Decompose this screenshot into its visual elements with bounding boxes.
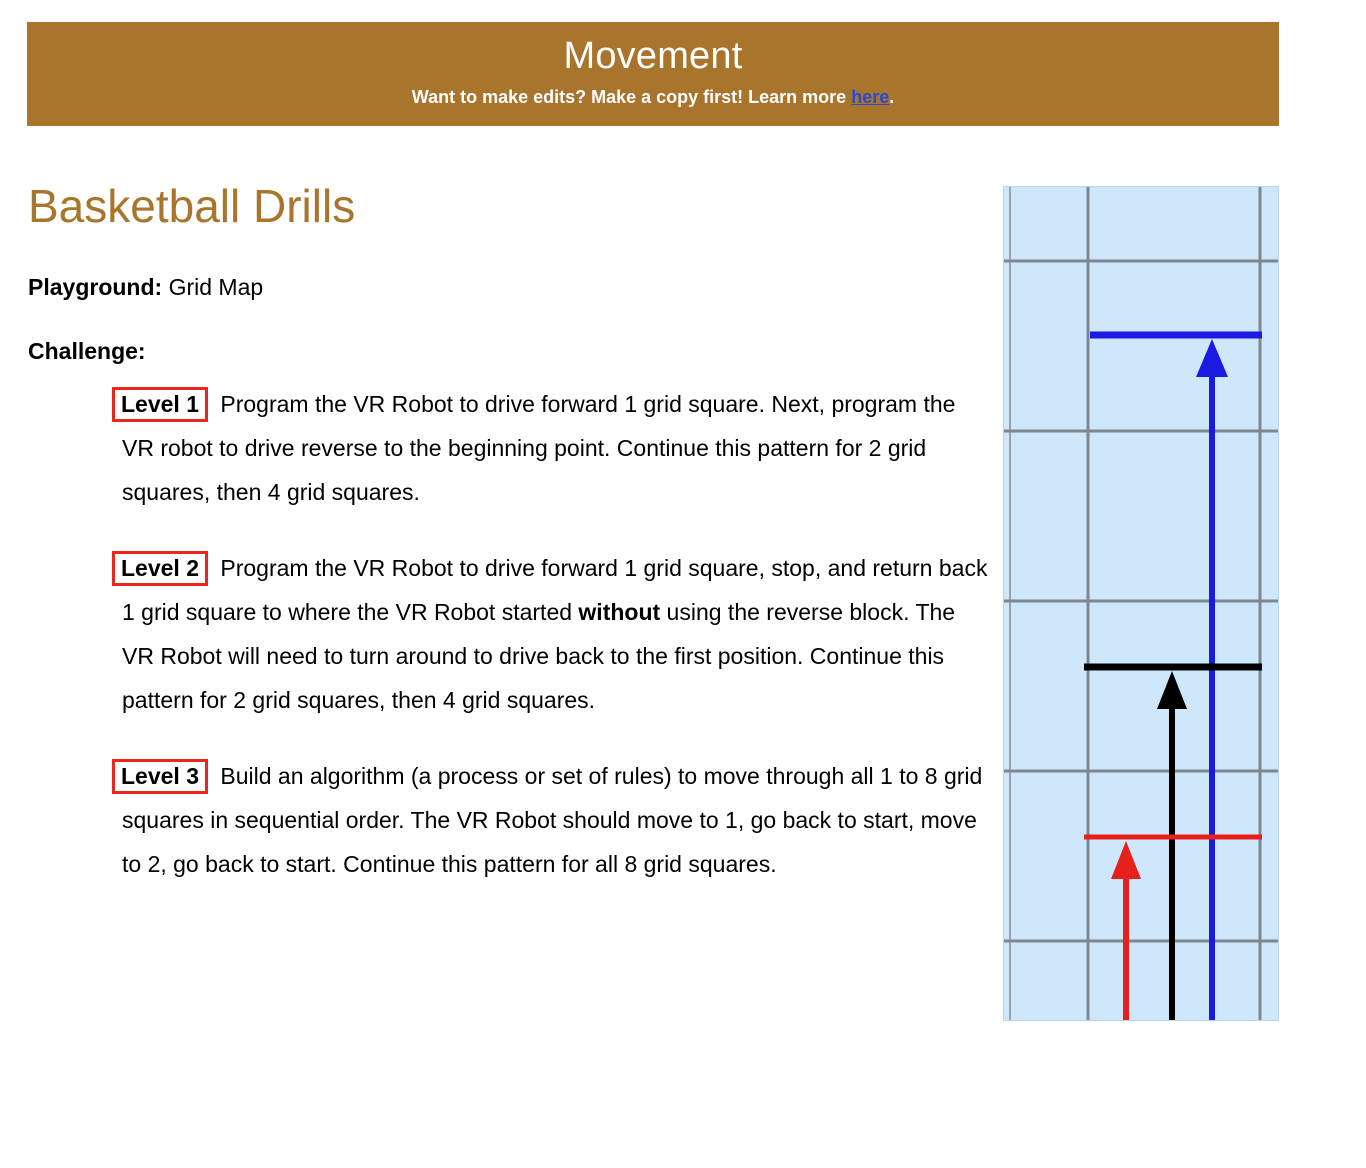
- level-1-tag: Level 1: [112, 387, 208, 422]
- level-3-text: Build an algorithm (a process or set of rules) to move through all 1 to 8 grid squares in sequential order. The VR Robot should move to 1, go back to start, move to 2, go back to start. Continue this pattern for all 8 grid squares.: [122, 763, 983, 877]
- level-3-tag: Level 3: [112, 759, 208, 794]
- levels-list: [28, 382, 988, 886]
- document-body: [28, 178, 988, 886]
- banner-subtitle: [27, 84, 1279, 110]
- level-2-block: [122, 546, 988, 722]
- banner-subtitle-text: Want to make edits? Make a copy first! Learn more: [411, 87, 852, 107]
- banner-subtitle-period: .: [889, 87, 895, 107]
- grid-map-diagram: [1003, 186, 1279, 1021]
- grid-map-svg: [1004, 187, 1279, 1021]
- level-2-text-part2: using the reverse block. The VR Robot will need to turn around to drive back to the first position. Continue this pattern for 2 grid squares, then 4 grid squares.: [122, 599, 956, 713]
- playground-label: Playground:: [28, 274, 163, 300]
- level-2-tag: Level 2: [112, 551, 208, 586]
- challenge-label: Challenge:: [28, 338, 146, 364]
- level-1-block: [122, 382, 988, 514]
- playground-value: Grid Map: [168, 274, 264, 300]
- learn-more-link[interactable]: here: [851, 87, 890, 107]
- playground-line: [28, 272, 988, 302]
- level-2-text-part1: Program the VR Robot to drive forward 1 grid square, stop, and return back 1 grid square to where the VR Robot started: [122, 555, 988, 625]
- level-3-block: [122, 754, 988, 886]
- banner-title: Movement: [563, 35, 743, 77]
- level-1-text: Program the VR Robot to drive forward 1 grid square. Next, program the VR robot to drive reverse to the beginning point. Continue this pattern for 2 grid squares, then 4 grid squares.: [122, 391, 956, 505]
- page-banner: [27, 22, 1279, 126]
- grid-background: [1004, 187, 1279, 1021]
- page-title: Basketball Drills: [28, 180, 356, 232]
- level-2-emphasis: without: [578, 599, 661, 625]
